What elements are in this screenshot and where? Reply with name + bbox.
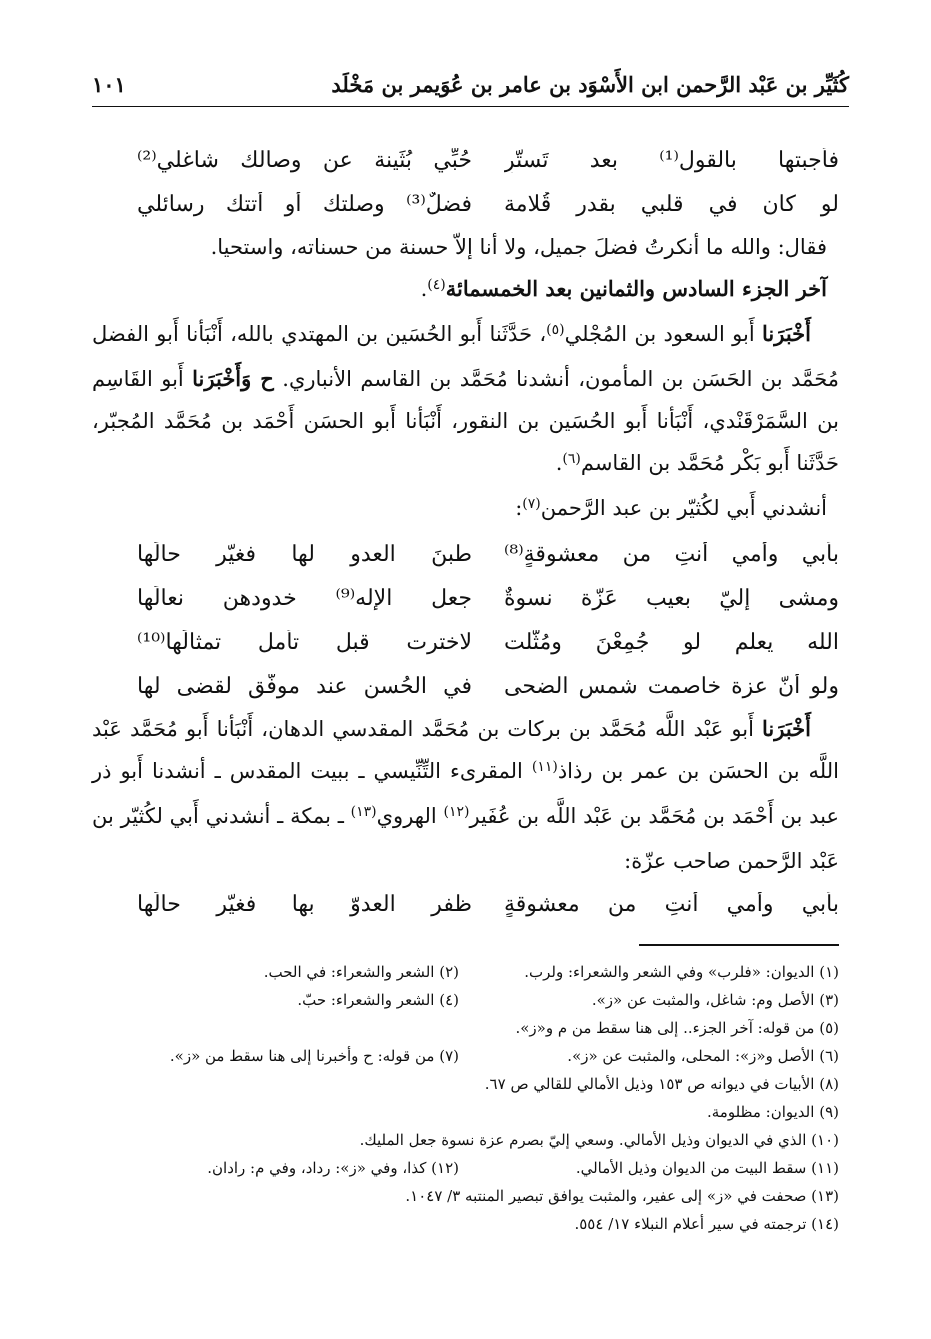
verse-line [92, 532, 839, 576]
footnote-marker: (٤) [427, 277, 446, 293]
verse-second-hemistich: ظفر العدوّ بها فغيّر حالَها [137, 891, 472, 917]
verse-second-hemistich: في الحُسن عند موفّق لقضى لها [137, 673, 472, 699]
poem-intro-colon: : [515, 496, 523, 520]
prose-paragraph: فقال: والله ما أنكرتُ فضلَ جميل، ولا أنا إلاّ حسنة من حسناته، واستحيا. [210, 235, 827, 259]
isnad-text: . [555, 451, 563, 475]
isnad-paragraph [92, 313, 839, 487]
footnote-text: من قوله: آخر الجزء.. إلى هنا سقط من م و«ز». [515, 1018, 815, 1037]
running-header [92, 60, 849, 107]
footnote-number: (١٢) [431, 1158, 459, 1177]
footnote [405, 1182, 839, 1210]
poem-intro [92, 487, 839, 532]
footnote-line [82, 958, 839, 986]
footnote [459, 1154, 839, 1182]
isnad-text: أَبو السعود بن المُجْلي [564, 322, 755, 346]
footnote-text: صحفت في «ز» إلى عفير، والمثبت يوافق تبصير المنتبه ٣/ ١٠٤٧. [405, 1186, 807, 1205]
footnote-line [82, 1210, 839, 1238]
footnote-text: الأصل وم: شاغل، والمثبت عن «ز». [591, 990, 815, 1009]
footnote-text: الشعر والشعراء: في الحب. [263, 962, 435, 981]
verse-second-hemistich: لاخترت قبل تأمل تمثالَها⁽¹⁰⁾ [137, 629, 472, 655]
verse-line [92, 664, 839, 708]
verse-line [92, 576, 839, 620]
footnote-text: سقط البيت من الديوان وذيل الأمالي. [575, 1158, 807, 1177]
footnote-text: الشعر والشعراء: حبّ. [297, 990, 435, 1009]
isnad-text: أَبو عَبْد اللَّه مُحَمَّد بن بركات بن مُحَمَّد المقدسي الدهان، أَنْبَأنا أَبو مُحَمَّد عَبْد اللَّه بن الحسَن بن عمر بن رذاذ [92, 717, 839, 783]
footnote-line [82, 986, 839, 1014]
footnote-marker: (٥) [546, 322, 565, 338]
isnad-paragraph [92, 708, 839, 882]
footnote-number: (٤) [439, 990, 459, 1009]
footnote-line [82, 1154, 839, 1182]
footnote-number: (٣) [819, 990, 839, 1009]
isnad-text: أَبو القَاسِم بن السَّمَرْقَنْدي، أَنْبَأنا أَبو الحُسَين بن النقور، أَنْبَأنا أَبو الحسَن أَحْمَد بن مُحَمَّد المُجبّر، حَدَّثَنا أَبو بَكْر مُحَمَّد بن القاسم [92, 367, 839, 475]
section-end-text: آخر الجزء السادس والثمانين بعد الخمسمائة [445, 276, 827, 301]
isnad-text: ، حَدَّثَنا أَبو الحُسَين بن المهتدي بالله، أَنْبَأنا أَبو الفضل مُحَمَّد بن الحَسَن بن المأمون، أنشدنا مُحَمَّد بن القاسم الأنباري. [92, 322, 839, 391]
verse-first-hemistich: فأجبتها بالقول⁽¹⁾ بعد تَستّرٍ [504, 147, 839, 173]
footnotes [82, 944, 839, 1238]
header-title: كُثَيِّر بن عَبْد الرَّحمن ابن الأَسْوَد بن عامر بن عُوَيمر بن مَخْلَد [331, 72, 849, 97]
footnote [459, 1042, 839, 1070]
footnote-marker: (١٣) [350, 804, 377, 820]
footnote [360, 1126, 839, 1154]
keyword-ha-wa-akhbarana: ح وَأَخْبَرَنا [192, 366, 274, 391]
footnote-marker: (١٢) [443, 804, 470, 820]
verse-second-hemistich: فضلٌ⁽³⁾ وصلتك أو أتتك رسائلي [137, 191, 472, 217]
footnote-number: (٦) [819, 1046, 839, 1065]
footnote [170, 1042, 459, 1070]
footnote-text: الأبيات في ديوانه ص ١٥٣ وذيل الأمالي للقالي ص ٦٧. [484, 1074, 815, 1093]
poem-intro-text: أنشدني أَبي لكُثيّر بن عبد الرَّحمن [540, 496, 827, 520]
footnote-marker: (٧) [522, 496, 541, 512]
verse-line [92, 182, 839, 226]
isnad-text: ـ بمكة ـ أنشدني أَبي لكُثيّر بن عَبْد الرَّحمن صاحب عزّة: [92, 804, 839, 873]
footnote-text: كذا، وفي «ز»: رداد، وفي م: رادان. [207, 1158, 427, 1177]
footnote-number: (١١) [811, 1158, 839, 1177]
footnote-marker: (١١) [531, 759, 558, 775]
footnote [515, 1014, 839, 1042]
footnote-line [82, 1098, 839, 1126]
footnote-number: (٧) [439, 1046, 459, 1065]
footnote [485, 1070, 839, 1098]
footnote-number: (٨) [819, 1074, 839, 1093]
footnote-line [82, 1070, 839, 1098]
footnote-number: (١٣) [811, 1186, 839, 1205]
footnote [459, 986, 839, 1014]
verse-second-hemistich: حُبِّي بُثَينة عن وصالك شاغلي⁽²⁾ [137, 147, 472, 173]
verse-line [92, 138, 839, 182]
verse-first-hemistich: بأَبي وأمي أنتِ من معشوقةٍ⁽⁸⁾ [504, 541, 839, 567]
main-text [92, 138, 839, 926]
footnote [297, 986, 459, 1014]
footnote [459, 958, 839, 986]
footnote [707, 1098, 839, 1126]
footnote [264, 958, 459, 986]
footnote-number: (٢) [439, 962, 459, 981]
keyword-akhbarana: أَخْبَرَنا [762, 321, 811, 346]
verse-first-hemistich: لو كان في قلبي بقدر قُلامة [504, 191, 839, 217]
footnote-text: ترجمته في سير أعلام النبلاء ١٧/ ٥٥٤. [574, 1214, 807, 1233]
verse-first-hemistich: ومشى إليّ بعيب عَزّة نسوةٌ [504, 585, 839, 611]
footnote [207, 1154, 459, 1182]
verse-first-hemistich: ولو أنّ عزة خاصمت شمس الضحى [504, 673, 839, 699]
footnote-text: الأصل و«ز»: المحلى، والمثبت عن «ز». [567, 1046, 815, 1065]
verse-first-hemistich: الله يعلم لو جُمِعْنَ ومُثّلت [504, 629, 839, 655]
footnote-number: (١) [819, 962, 839, 981]
footnote [574, 1210, 839, 1238]
footnote-list [82, 958, 839, 1238]
verse-first-hemistich: بأَبي وأمي أنتِ من معشوقةٍ [504, 891, 839, 917]
footnote-number: (٩) [819, 1102, 839, 1121]
footnote-marker: (٦) [562, 451, 581, 467]
footnote-text: من قوله: ح وأخبرنا إلى هنا سقط من «ز». [169, 1046, 435, 1065]
footnote-number: (٥) [819, 1018, 839, 1037]
footnote-number: (١٠) [811, 1130, 839, 1149]
footnote-separator [639, 944, 839, 946]
isnad-text: المقرىء التِّنِّيسي ـ ببيت المقدس ـ أنشدنا أَبو ذر عبد بن أَحْمَد بن مُحَمَّد بن عَبْد اللَّه بن عُفَير [92, 759, 839, 828]
section-end-note [92, 268, 839, 313]
verse-line [92, 620, 839, 664]
footnote-number: (١٤) [811, 1214, 839, 1233]
verse-line [92, 882, 839, 926]
footnote-line [82, 1182, 839, 1210]
footnote-line [82, 1014, 839, 1042]
footnote-line [82, 1042, 839, 1070]
verse-second-hemistich: جعل الإله⁽⁹⁾ خدودهن نعالَها [137, 585, 472, 611]
section-end-period: . [420, 277, 428, 301]
footnote-text: الذي في الديوان وذيل الأمالي. وسعي إليّ بصرم عزة نسوة جعل المليك. [359, 1130, 807, 1149]
verse-second-hemistich: طبنَ العدو لها فغيّر حالَها [137, 541, 472, 567]
isnad-text: الهروي [376, 804, 444, 828]
footnote-text: الديوان: مظلومة. [706, 1102, 815, 1121]
keyword-akhbarana: أَخْبَرَنا [762, 716, 811, 741]
footnote-line [82, 1126, 839, 1154]
footnote-text: الديوان: «فلرب» وفي الشعر والشعراء: ولرب. [524, 962, 815, 981]
page-number: ١٠١ [92, 72, 126, 97]
